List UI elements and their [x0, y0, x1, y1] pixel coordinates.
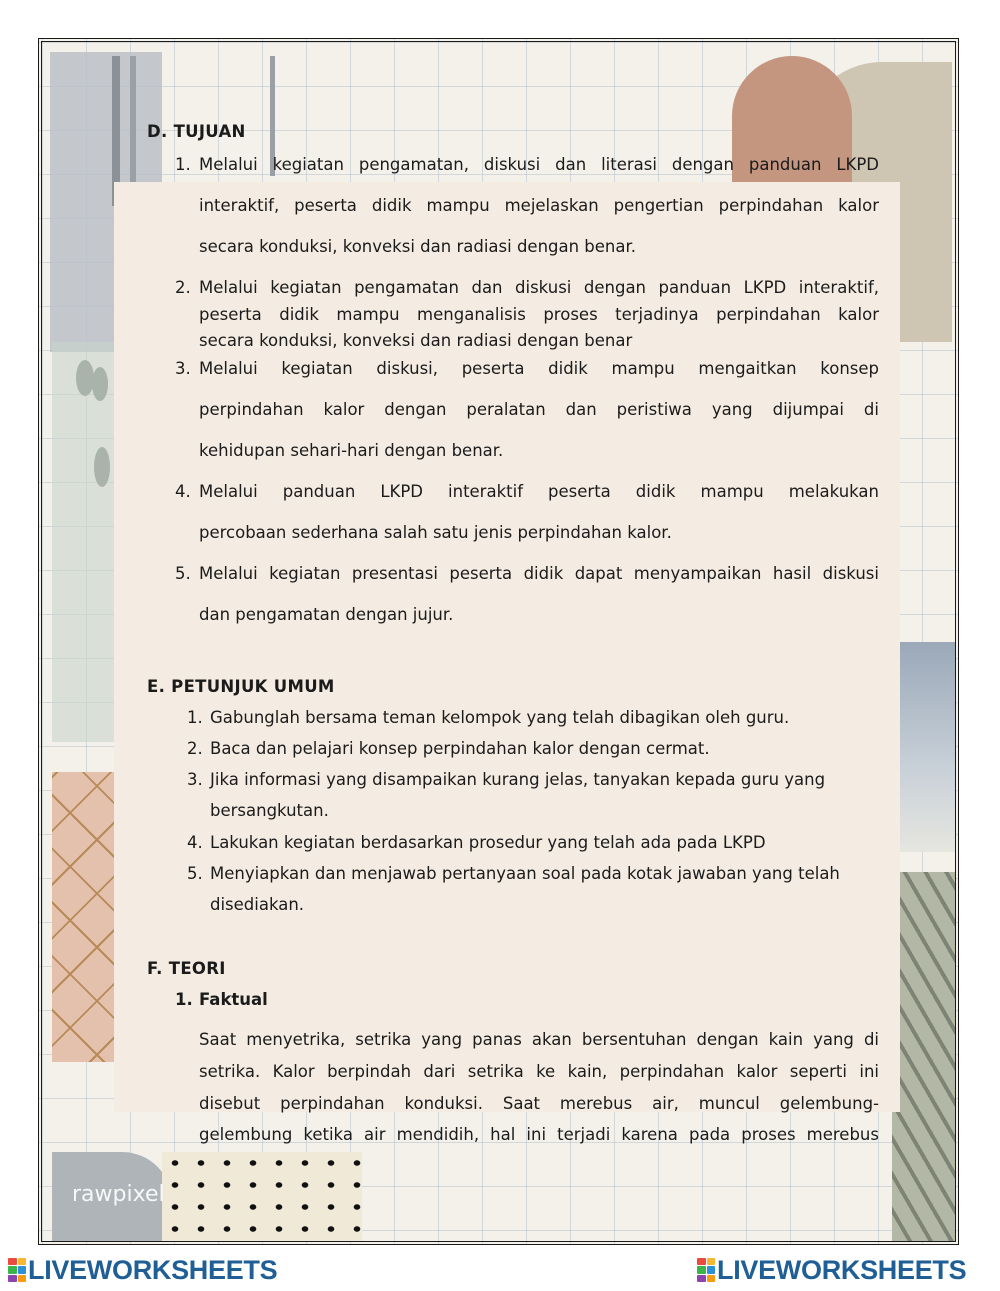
petunjuk-4: Lakukan kegiatan berdasarkan prosedur yang telah ada pada LKPD [210, 833, 766, 852]
brand-name: LIVEWORKSHEETS [717, 1254, 967, 1285]
tujuan-2-line-1: Melalui kegiatan pengamatan dan diskusi dengan panduan LKPD interaktif, [199, 278, 879, 297]
watermark: rawpixel [72, 1182, 165, 1207]
item-number: 1. [175, 990, 193, 1009]
tujuan-2-line-3: secara konduksi, konveksi dan radiasi dengan benar [199, 331, 633, 350]
tujuan-3-line-3: kehidupan sehari-hari dengan benar. [199, 441, 504, 460]
section-f-title: F. TEORI [147, 959, 226, 978]
petunjuk-5-line-1: Menyiapkan dan menjawab pertanyaan soal pada kotak jawaban yang telah [210, 864, 840, 883]
petunjuk-2: Baca dan pelajari konsep perpindahan kalor dengan cermat. [210, 739, 710, 758]
tujuan-5-line-1: Melalui kegiatan presentasi peserta didik dapat menyampaikan hasil diskusi [199, 564, 879, 583]
tujuan-1-line-2: interaktif, peserta didik mampu mejelaskan pengertian perpindahan kalor [199, 196, 879, 215]
liveworksheets-logo-icon [8, 1258, 26, 1282]
tujuan-1-line-3: secara konduksi, konveksi dan radiasi dengan benar. [199, 237, 637, 256]
petunjuk-5-line-2: disediakan. [210, 895, 305, 914]
item-number: 5. [175, 564, 191, 583]
petunjuk-3-line-2: bersangkutan. [210, 801, 329, 820]
item-number: 2. [175, 278, 191, 297]
section-d-title: D. TUJUAN [147, 122, 246, 141]
footer-logo-right[interactable] [697, 1252, 966, 1288]
section-e-title: E. PETUNJUK UMUM [147, 677, 335, 696]
item-number: 5. [187, 864, 203, 883]
subsection-title: Faktual [199, 990, 268, 1009]
item-number: 1. [187, 708, 203, 727]
petunjuk-1: Gabunglah bersama teman kelompok yang telah dibagikan oleh guru. [210, 708, 790, 727]
item-number: 4. [175, 482, 191, 501]
footer-logo-left[interactable] [8, 1252, 277, 1288]
teori-line-1: Saat menyetrika, setrika yang panas akan bersentuhan dengan kain yang di [199, 1030, 879, 1049]
brand-name: LIVEWORKSHEETS [28, 1254, 278, 1285]
item-number: 4. [187, 833, 203, 852]
tujuan-4-line-2: percobaan sederhana salah satu jenis perpindahan kalor. [199, 523, 672, 542]
tujuan-1-line-1: Melalui kegiatan pengamatan, diskusi dan literasi dengan panduan LKPD [199, 155, 879, 174]
tujuan-3-line-2: perpindahan kalor dengan peralatan dan peristiwa yang dijumpai di [199, 400, 879, 419]
item-number: 3. [175, 359, 191, 378]
tujuan-2-line-2: peserta didik mampu menganalisis proses terjadinya perpindahan kalor [199, 305, 879, 324]
petunjuk-3-line-1: Jika informasi yang disampaikan kurang jelas, tanyakan kepada guru yang [210, 770, 826, 789]
item-number: 3. [187, 770, 203, 789]
teori-line-2: setrika. Kalor berpindah dari setrika ke kain, perpindahan kalor seperti ini [199, 1062, 879, 1081]
item-number: 2. [187, 739, 203, 758]
teori-line-4: gelembung ketika air mendidih, hal ini terjadi karena pada proses merebus [199, 1125, 879, 1144]
teori-line-3: disebut perpindahan konduksi. Saat merebus air, muncul gelembung- [199, 1094, 879, 1113]
tujuan-3-line-1: Melalui kegiatan diskusi, peserta didik mampu mengaitkan konsep [199, 359, 879, 378]
item-number: 1. [175, 155, 191, 174]
tujuan-4-line-1: Melalui panduan LKPD interaktif peserta didik mampu melakukan [199, 482, 879, 501]
liveworksheets-logo-icon [697, 1258, 715, 1282]
tujuan-5-line-2: dan pengamatan dengan jujur. [199, 605, 454, 624]
